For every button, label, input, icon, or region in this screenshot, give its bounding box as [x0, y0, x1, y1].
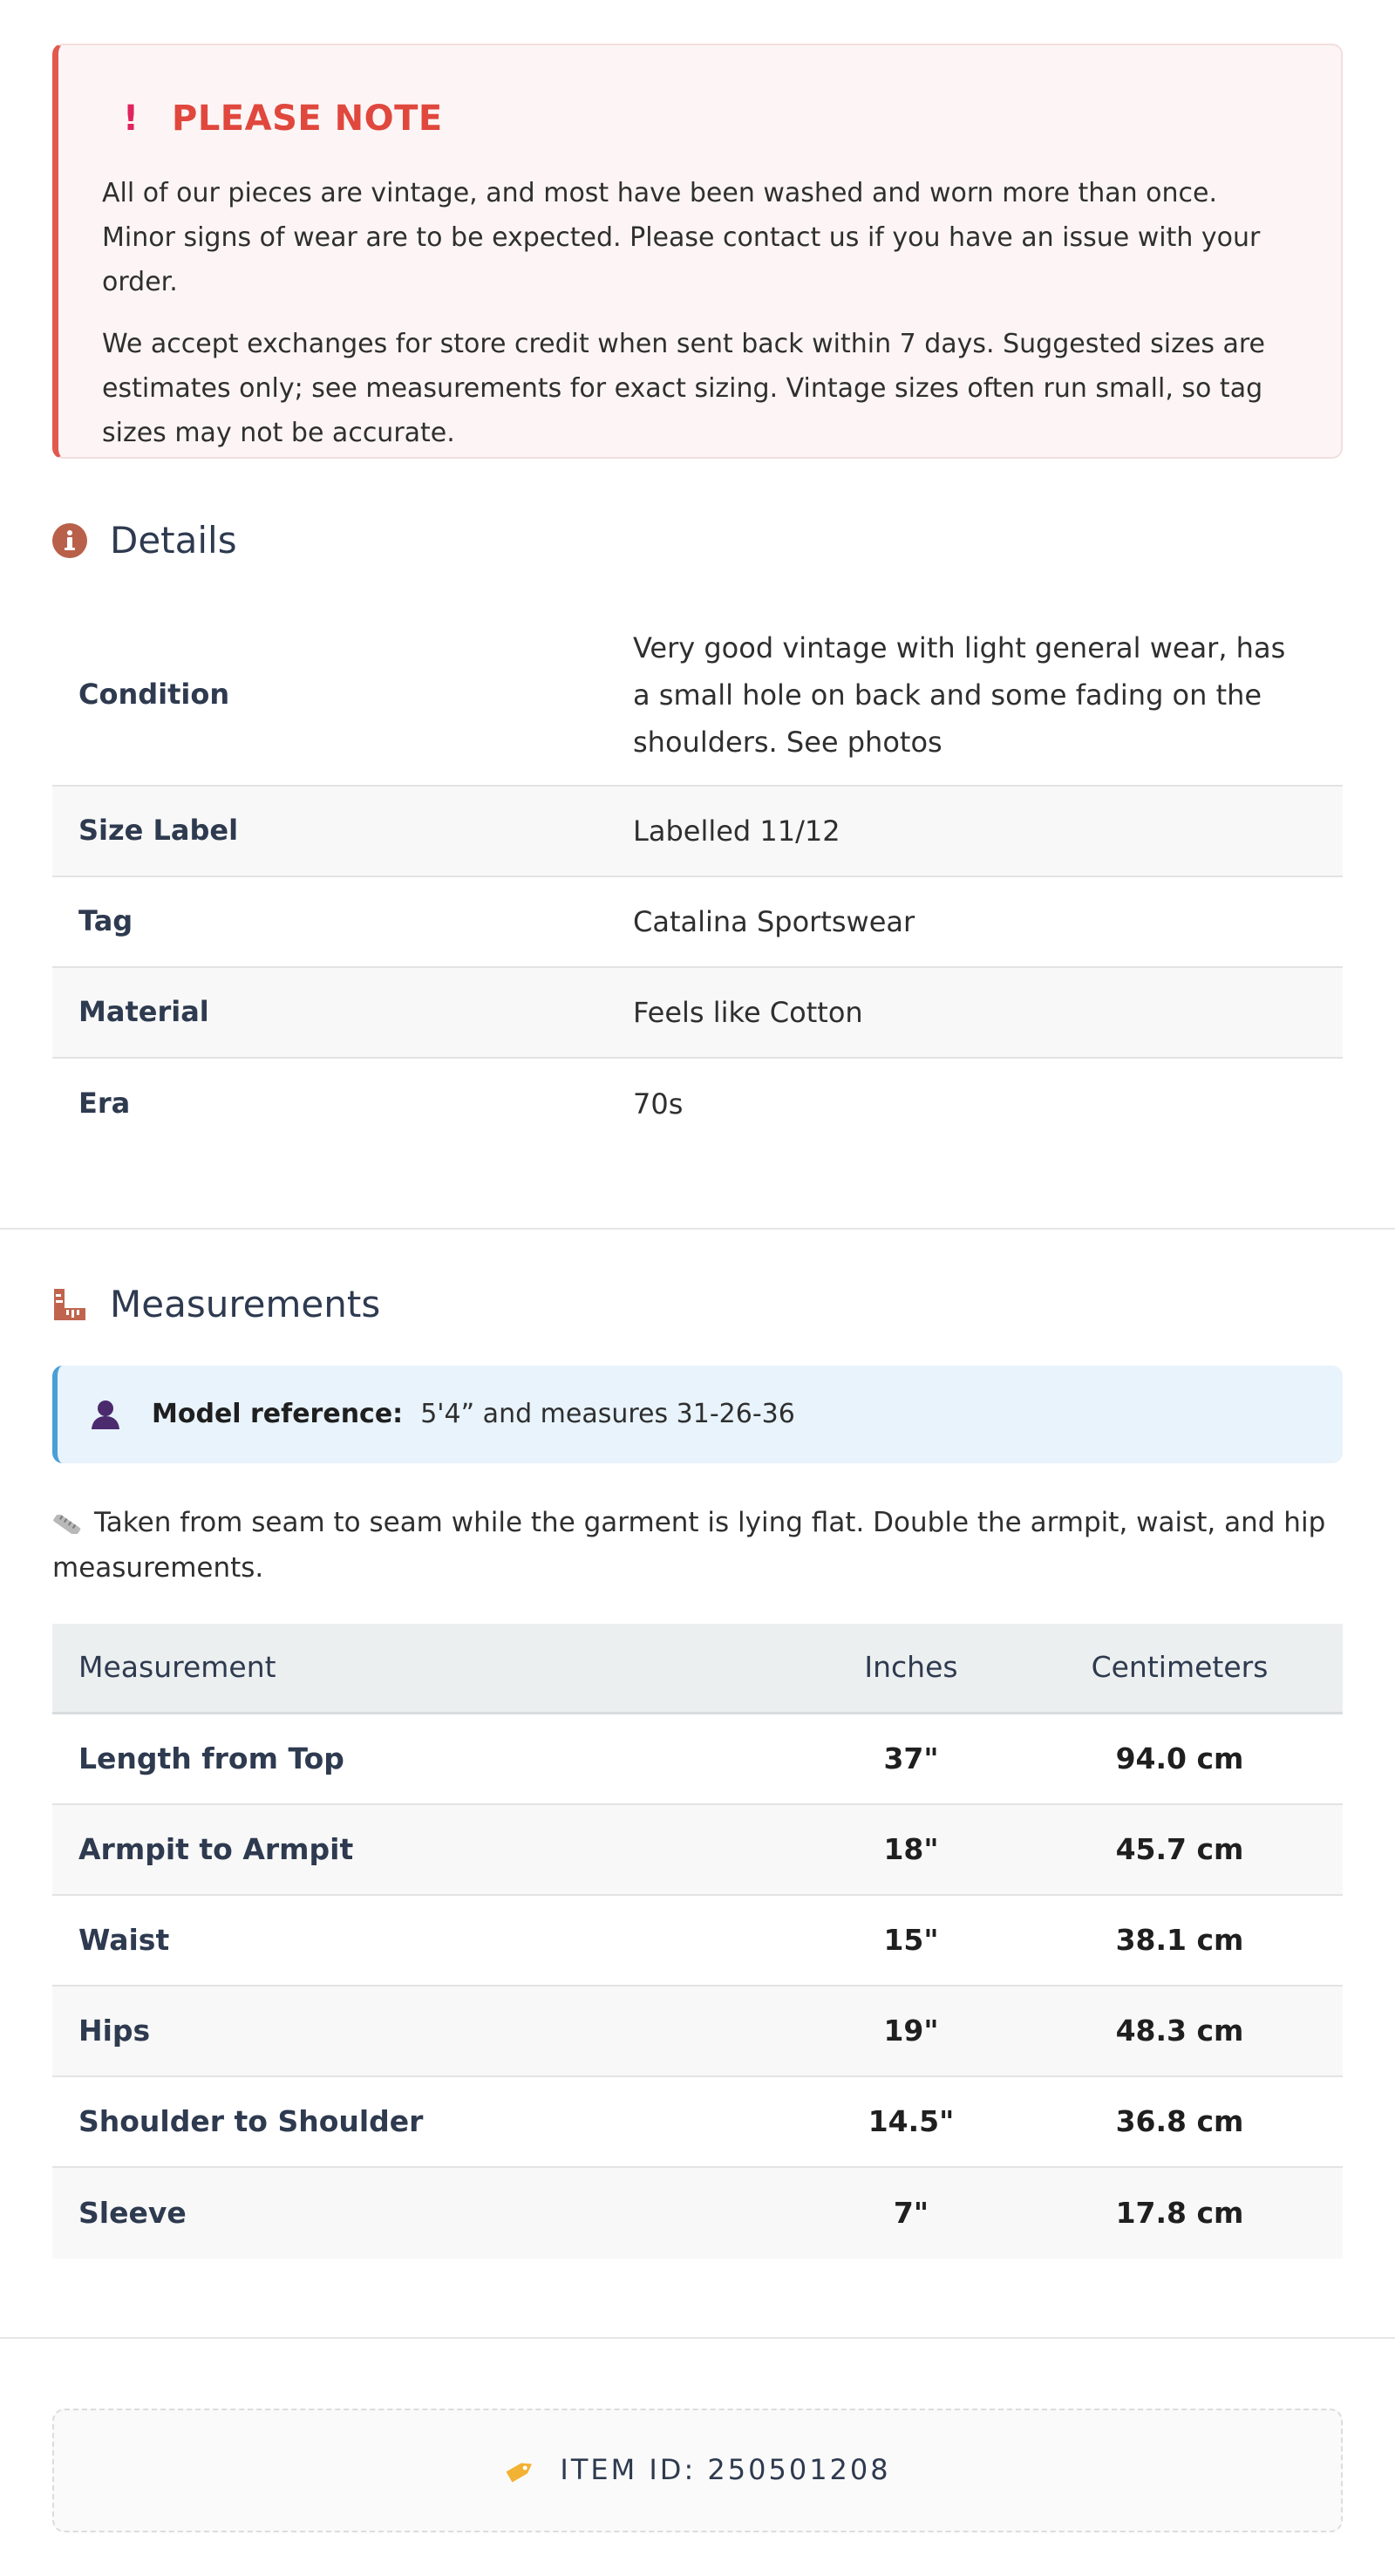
table-header-row: [52, 1624, 1343, 1714]
measurement-note: [52, 1500, 1343, 1591]
details-label: Condition: [78, 678, 230, 712]
table-row: [52, 2077, 1343, 2168]
measurement-cm: 36.8 cm: [1115, 2103, 1244, 2138]
details-value: Feels like Cotton: [633, 996, 863, 1029]
info-circle-icon: [52, 523, 87, 558]
notice-title: PLEASE NOTE: [172, 99, 443, 139]
measurement-inches: 19": [883, 2013, 939, 2048]
exclamation-icon: !: [122, 99, 140, 139]
details-title: Details: [110, 519, 237, 562]
column-header-inches: Inches: [864, 1650, 958, 1685]
details-value: Very good vintage with light general wear, has a small hole on back and some fading on the shoulders. See photos: [633, 631, 1286, 759]
section-divider: [0, 2337, 1395, 2339]
details-header: [52, 515, 237, 567]
measurement-name: Shoulder to Shoulder: [78, 2103, 424, 2138]
column-header-centimeters: Centimeters: [1091, 1650, 1269, 1685]
details-label: Size Label: [78, 814, 239, 848]
notice-paragraph-2: We accept exchanges for store credit when sent back within 7 days. Suggested sizes are estimates only; see measurements for exact sizing. Vintage sizes often run small, so tag sizes may not be accurate.: [102, 329, 1266, 448]
details-row-material: [52, 968, 1343, 1059]
model-reference-label: Model reference:: [152, 1399, 404, 1429]
details-value: Labelled 11/12: [633, 814, 840, 848]
table-row: [52, 2168, 1343, 2259]
measurement-inches: 15": [883, 1922, 939, 1957]
ruler-icon: [52, 1287, 87, 1322]
measurements-title: Measurements: [110, 1283, 381, 1326]
measurement-cm: 45.7 cm: [1115, 1831, 1244, 1866]
measurement-cm: 17.8 cm: [1115, 2195, 1244, 2230]
table-row: [52, 1805, 1343, 1896]
notice-paragraph-1: All of our pieces are vintage, and most have been washed and worn more than once. Minor signs of wear are to be expected. Please contact us if you have an issue with your order.: [102, 178, 1261, 297]
details-row-size-label: [52, 787, 1343, 877]
details-row-era: [52, 1059, 1343, 1149]
measurement-cm: 94.0 cm: [1115, 1741, 1244, 1775]
details-label: Era: [78, 1087, 131, 1121]
measurement-note-text: Taken from seam to seam while the garment is lying flat. Double the armpit, waist, and hip measurements.: [52, 1507, 1326, 1584]
model-reference-value: 5'4” and measures 31-26-36: [420, 1399, 795, 1429]
measurements-table: [52, 1624, 1343, 2259]
measurement-inches: 18": [883, 1831, 939, 1866]
measurement-inches: 37": [883, 1741, 939, 1775]
please-note-box: [52, 44, 1343, 459]
model-reference-box: [52, 1366, 1343, 1463]
measurement-inches: 14.5": [868, 2103, 955, 2138]
details-row-tag: [52, 877, 1343, 968]
details-label: Tag: [78, 904, 133, 938]
item-id-text: ITEM ID: 250501208: [560, 2453, 891, 2487]
measurement-cm: 48.3 cm: [1115, 2013, 1244, 2048]
measurement-inches: 7": [893, 2195, 929, 2230]
table-row: [52, 1987, 1343, 2077]
details-label: Material: [78, 995, 209, 1029]
measurement-name: Hips: [78, 2013, 151, 2048]
item-id-box: [52, 2409, 1343, 2532]
section-divider: [0, 1228, 1395, 1230]
details-value: Catalina Sportswear: [633, 905, 915, 938]
notice-header: [102, 92, 1297, 145]
measurement-name: Armpit to Armpit: [78, 1831, 354, 1866]
table-row: [52, 1714, 1343, 1805]
details-value: 70s: [633, 1087, 684, 1121]
measurement-cm: 38.1 cm: [1115, 1922, 1244, 1957]
measurement-name: Length from Top: [78, 1741, 344, 1775]
measurements-header: [52, 1278, 380, 1331]
details-table: [52, 605, 1343, 1149]
column-header-measurement: Measurement: [78, 1650, 276, 1685]
measurement-name: Waist: [78, 1922, 170, 1957]
measurement-name: Sleeve: [78, 2195, 187, 2230]
ruler-icon: [52, 1515, 82, 1534]
tag-icon: [504, 2456, 537, 2485]
details-row-condition: [52, 605, 1343, 787]
person-icon: [91, 1399, 120, 1430]
table-row: [52, 1896, 1343, 1987]
